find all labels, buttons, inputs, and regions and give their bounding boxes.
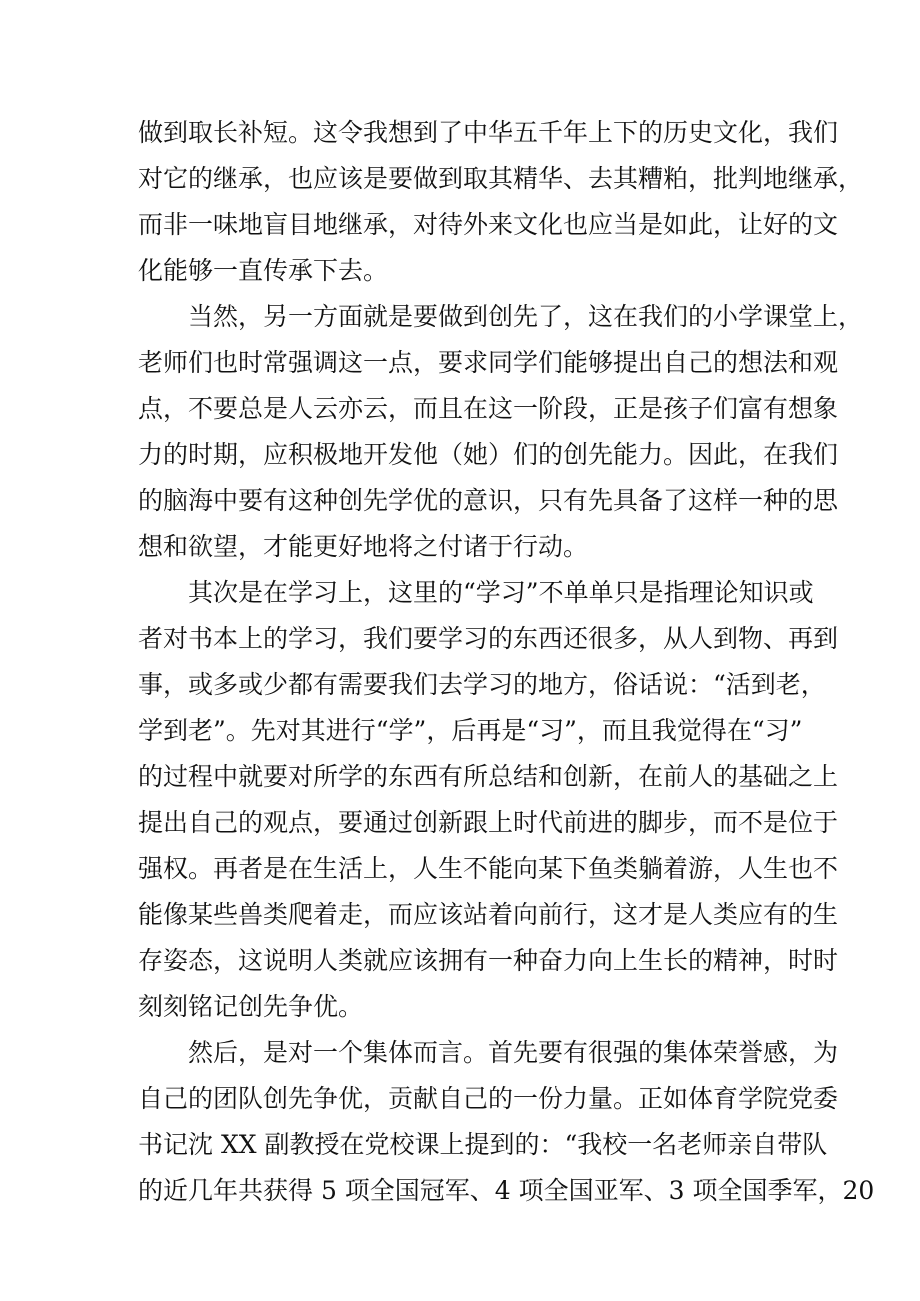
text-line: 的脑海中要有这种创先学优的意识，只有先具备了这样一种的思 (138, 486, 839, 515)
paragraph-first-line: 然后，是对一个集体而言。首先要有很强的集体荣誉感，为 (188, 1038, 839, 1067)
text-line: 做到取长补短。这令我想到了中华五千年上下的历史文化，我们 (138, 118, 839, 147)
text-line: 强权。再者是在生活上，人生不能向某下鱼类躺着游，人生也不 (138, 854, 839, 883)
text-line: 刻刻铭记创先争优。 (138, 992, 364, 1021)
text-line: 的过程中就要对所学的东西有所总结和创新，在前人的基础之上 (138, 762, 839, 791)
text-line: 提出自己的观点，要通过创新跟上时代前进的脚步，而不是位于 (138, 808, 839, 837)
document-body (138, 110, 875, 1214)
text-line: 者对书本上的学习，我们要学习的东西还很多，从人到物、再到 (138, 624, 839, 653)
text-line: 自己的团队创先争优，贡献自己的一份力量。正如体育学院党委 (138, 1084, 839, 1113)
text-line: 化能够一直传承下去。 (138, 256, 389, 285)
text-line: 而非一味地盲目地继承，对待外来文化也应当是如此，让好的文 (138, 210, 839, 239)
text-line: 能像某些兽类爬着走，而应该站着向前行，这才是人类应有的生 (138, 900, 839, 929)
text-line: 学到老”。先对其进行“学”，后再是“习”，而且我觉得在“习” (138, 716, 803, 745)
paragraph-first-line: 其次是在学习上，这里的“学习”不单单只是指理论知识或 (188, 578, 814, 607)
paragraph-first-line: 当然，另一方面就是要做到创先了，这在我们的小学课堂上， (188, 302, 864, 331)
text-line: 想和欲望，才能更好地将之付诸于行动。 (138, 532, 589, 561)
text-line: 存姿态，这说明人类就应该拥有一种奋力向上生长的精神，时时 (138, 946, 839, 975)
text-line: 老师们也时常强调这一点，要求同学们能够提出自己的想法和观 (138, 348, 839, 377)
text-line: 力的时期，应积极地开发他（她）们的创先能力。因此，在我们 (138, 440, 839, 469)
text-line: 对它的继承，也应该是要做到取其精华、去其糟粕，批判地继承， (138, 164, 864, 193)
text-line: 的近几年共获得 5 项全国冠军、4 项全国亚军、3 项全国季军，20 (138, 1176, 875, 1205)
text-line: 事，或多或少都有需要我们去学习的地方，俗话说：“活到老， (138, 670, 826, 699)
text-line: 书记沈 XX 副教授在党校课上提到的：“我校一名老师亲自带队 (138, 1130, 828, 1159)
text-line: 点，不要总是人云亦云，而且在这一阶段，正是孩子们富有想象 (138, 394, 839, 423)
